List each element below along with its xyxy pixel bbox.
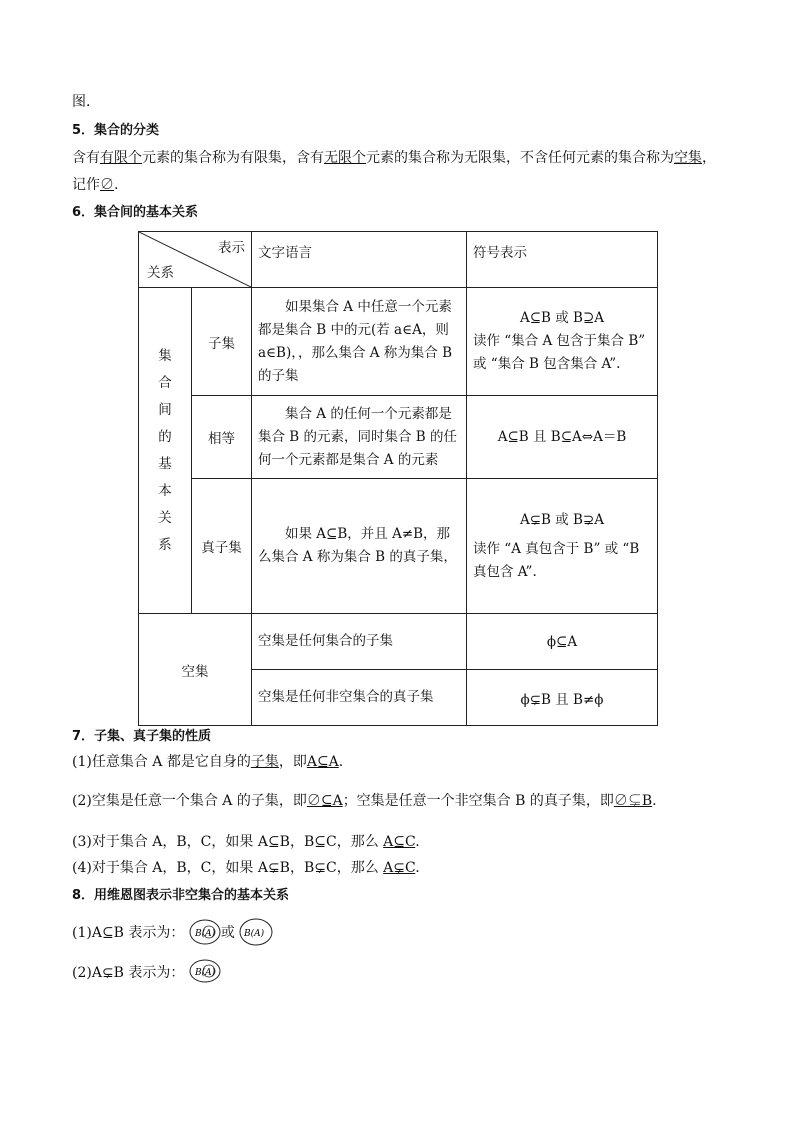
text-span: (1)A⊆B 表示为： — [72, 925, 185, 941]
group-label: 集合间的基本关系 — [158, 347, 172, 553]
subset-reading-2: 或 “集合 B 包含集合 A”. — [473, 356, 621, 372]
section-8-item-1 — [72, 916, 273, 950]
equal-symbol: A⊆B 且 B⊆A⇔A＝B — [497, 428, 627, 445]
row-name-cell — [191, 479, 251, 614]
header-symbol — [467, 232, 658, 288]
text-span: (2)A⊊B 表示为： — [72, 965, 185, 981]
subset-reading-1: 读作 “集合 A 包含于集合 B” — [473, 333, 646, 349]
text-span: . — [652, 793, 657, 809]
text-span: . — [415, 860, 420, 876]
answer-blank: ∅⊊B — [613, 793, 653, 809]
answer-blank: 子集 — [250, 754, 279, 770]
text-span: (4)对于集合 A，B，C，如果 A⊊B，B⊊C，那么 — [72, 860, 384, 876]
section-7-title: 7．子集、真子集的性质 — [72, 729, 212, 744]
row-name-proper-subset: 真子集 — [201, 540, 242, 556]
text-span: ， — [702, 150, 716, 166]
venn-diagram-nested — [189, 919, 221, 947]
row-symbol-cell — [467, 396, 658, 479]
empty-proper-subset-symbol: ϕ⊊B 且 B≠ϕ — [520, 691, 604, 708]
infinite-term: 无限个 — [324, 150, 366, 166]
row-name-subset: 子集 — [207, 335, 235, 352]
corner-label-bottom: 关系 — [147, 265, 174, 281]
venn-label: B(A) — [244, 929, 265, 939]
group-label-cell — [139, 288, 192, 614]
subset-symbol: A⊆B 或 B⊇A — [519, 310, 605, 326]
empty-set-symbol: ∅ — [100, 177, 114, 193]
empty-set-term: 空集 — [674, 150, 702, 166]
text-span: (1)任意集合 A 都是它自身的 — [72, 754, 251, 770]
text-span: . — [114, 177, 119, 193]
section-7-item-1 — [72, 752, 343, 772]
answer-blank: A⊆C — [383, 834, 416, 850]
proper-subset-symbol: A⊊B 或 B⊋A — [519, 511, 605, 528]
section-7-item-2 — [72, 791, 657, 811]
figure-end-text: 图. — [72, 94, 91, 110]
table-corner-cell — [139, 232, 252, 288]
row-text-cell — [252, 288, 467, 396]
section-6-title: 6．集合间的基本关系 — [72, 205, 199, 220]
venn-label: B(A) — [194, 968, 216, 978]
set-relations-table — [138, 231, 658, 726]
row-symbol-cell — [467, 288, 658, 396]
section-5-paragraph-1 — [72, 148, 716, 168]
text-span: (3)对于集合 A，B，C，如果 A⊆B，B⊆C，那么 — [72, 834, 384, 850]
row-text-subset: 如果集合 A 中任意一个元素都是集合 B 中的元(若 a∈A，则 a∈B)，，那么集合 A 称为集合 B 的子集 — [258, 298, 453, 384]
section-8-title: 8．用维恩图表示非空集合的基本关系 — [72, 888, 290, 903]
text-span: 含有 — [72, 150, 100, 166]
row-name-cell — [191, 288, 251, 396]
text-span: . — [415, 834, 420, 850]
empty-label-cell — [139, 614, 252, 726]
finite-term: 有限个 — [100, 150, 142, 166]
empty-text-cell — [252, 670, 467, 726]
section-5-paragraph-2 — [72, 175, 118, 195]
row-text-cell — [252, 479, 467, 614]
text-span: . — [338, 754, 344, 770]
section-7-item-3 — [72, 832, 420, 852]
row-text-cell — [252, 396, 467, 479]
header-label: 文字语言 — [258, 245, 312, 261]
row-text-equal: 集合 A 的任何一个元素都是集合 B 的元素，同时集合 B 的任何一个元素都是集合 A 的元素 — [258, 405, 458, 468]
empty-proper-subset-text: 空集是任何非空集合的真子集 — [258, 689, 434, 705]
empty-symbol-cell — [467, 614, 658, 670]
corner-label-top: 表示 — [218, 240, 245, 256]
proper-subset-reading: 读作 “A 真包含于 B” 或 “B 真包含 A”. — [473, 540, 640, 580]
text-span: 或 — [220, 925, 235, 941]
section-8-item-2 — [72, 956, 221, 990]
section-7-item-4 — [72, 858, 420, 878]
empty-set-label: 空集 — [181, 663, 209, 680]
text-span: 元素的集合称为有限集，含有 — [142, 150, 324, 166]
row-symbol-cell — [467, 479, 658, 614]
header-label: 符号表示 — [473, 245, 527, 261]
empty-symbol-cell — [467, 670, 658, 726]
text-span: (2)空集是任意一个集合 A 的子集，即 — [72, 793, 307, 809]
text-span: 元素的集合称为无限集，不含任何元素的集合称为 — [366, 150, 674, 166]
row-name-equal: 相等 — [207, 431, 235, 447]
row-name-cell — [191, 396, 251, 479]
venn-diagram-equal — [239, 918, 273, 948]
venn-label: B(A) — [194, 929, 216, 939]
answer-blank: A⊆A — [306, 754, 339, 770]
text-span: ，即 — [278, 754, 307, 770]
empty-subset-text: 空集是任何集合的子集 — [258, 633, 393, 649]
empty-text-cell — [252, 614, 467, 670]
answer-blank: A⊊C — [383, 860, 416, 876]
answer-blank: ∅⊆A — [306, 793, 343, 809]
empty-subset-symbol: ϕ⊆A — [546, 633, 578, 650]
text-span: 记作 — [72, 177, 100, 193]
section-5-title: 5．集合的分类 — [72, 123, 160, 138]
row-text-proper-subset: 如果 A⊆B，并且 A≠B，那么集合 A 称为集合 B 的真子集， — [258, 526, 457, 565]
header-text-language — [252, 232, 467, 288]
venn-diagram-proper — [189, 959, 221, 987]
text-span: ；空集是任意一个非空集合 B 的真子集，即 — [342, 793, 614, 809]
